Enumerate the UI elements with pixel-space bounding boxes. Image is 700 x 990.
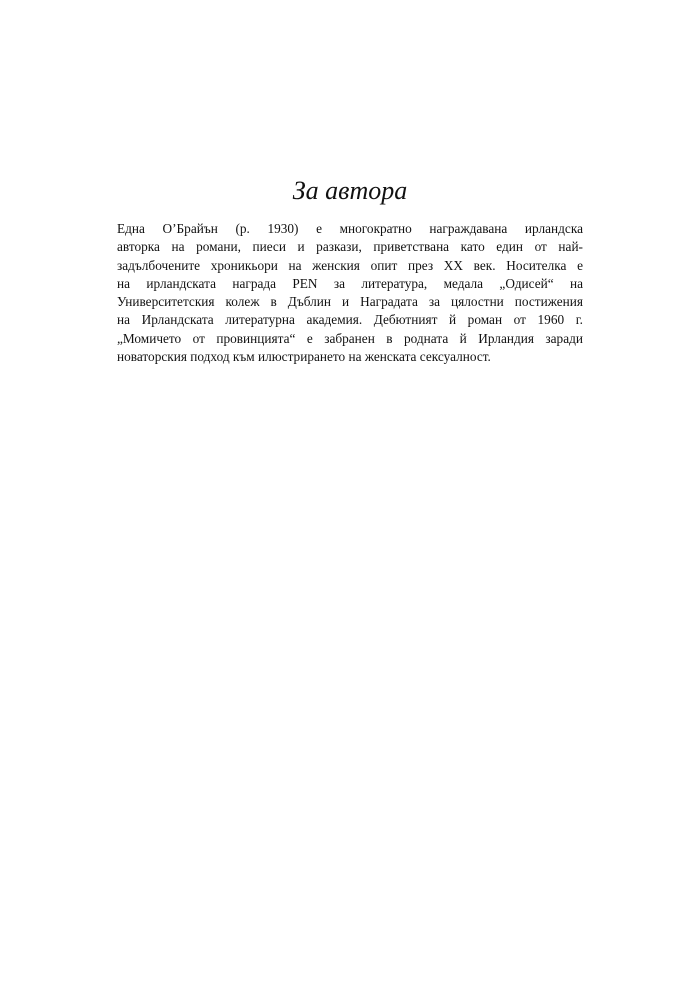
- page-title: За автора: [292, 176, 408, 205]
- paragraph-line: на ирландската награда PEN за литература, медала „Одисей“ на: [117, 275, 583, 291]
- author-bio-paragraph: [117, 220, 583, 366]
- paragraph-line: на Ирландската литературна академия. Дебютният й роман от 1960 г.: [117, 312, 583, 328]
- paragraph-line: новаторския подход към илюстрирането на женската сексуалност.: [117, 349, 491, 365]
- paragraph-line: Една О’Брайън (р. 1930) е многократно награждавана ирландска: [117, 221, 583, 236]
- paragraph-line: „Момичето от провинцията“ е забранен в родната й Ирландия заради: [117, 330, 583, 346]
- paragraph-line: авторка на романи, пиеси и разкази, приветствана като един от най-: [117, 239, 583, 255]
- paragraph-line: Университетския колеж в Дъблин и Наградата за цялостни постижения: [117, 294, 583, 310]
- paragraph-line: задълбочените хроникьори на женския опит през XX век. Носителка е: [117, 257, 583, 273]
